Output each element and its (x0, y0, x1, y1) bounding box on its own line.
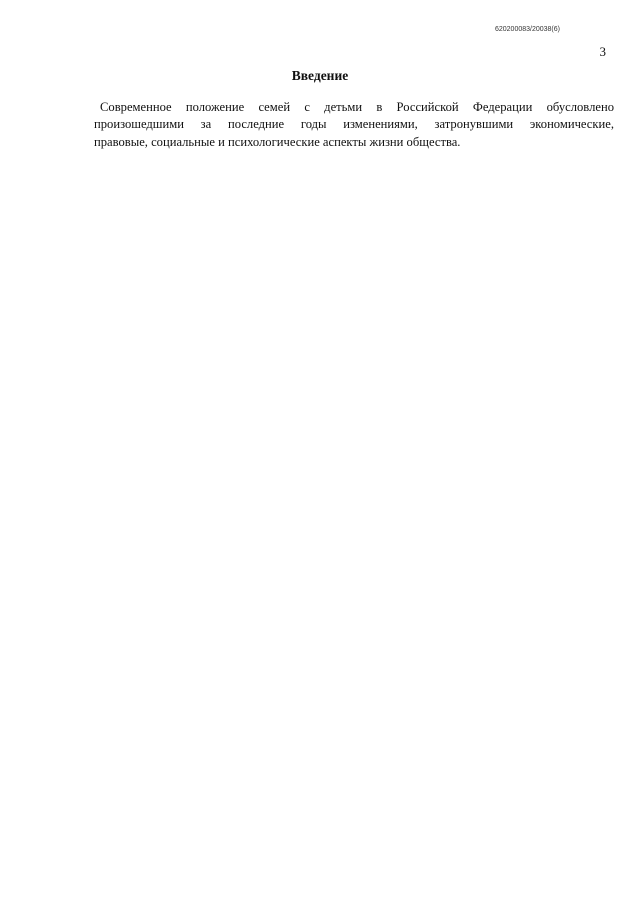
paragraph-1 (94, 99, 614, 151)
text-line: правовые, социальные и психологические аспекты жизни общества. (94, 134, 461, 149)
document-code: 620200083/20038(6) (494, 26, 560, 33)
text-line: Современное положение семей с детьми в Российской Федерации обусловлено (100, 100, 614, 114)
text-line: произошедшими за последние годы изменениями, затронувшими экономические, (94, 117, 614, 132)
section-heading: Введение (291, 68, 349, 83)
document-body (94, 99, 614, 151)
page-number: 3 (599, 44, 606, 59)
